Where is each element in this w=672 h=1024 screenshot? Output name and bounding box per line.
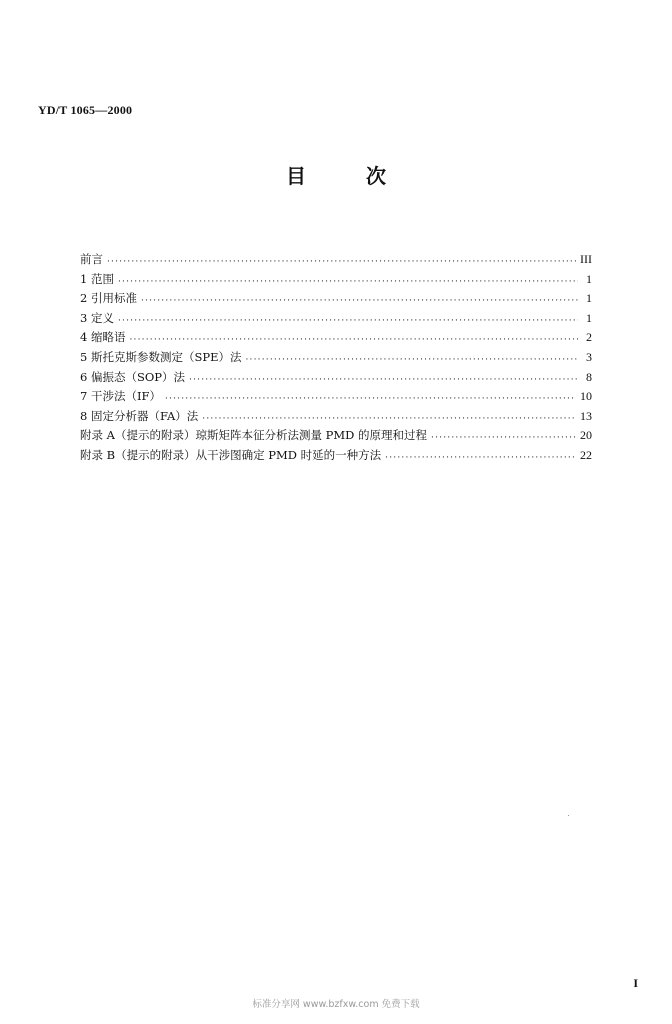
toc-entry-label: 附录 A（提示的附录）琼斯矩阵本征分析法测量 PMD 的原理和过程: [80, 428, 428, 443]
toc-leader-dots: [129, 331, 578, 343]
toc-title: [0, 160, 672, 189]
scan-speck: [568, 815, 569, 816]
toc-leader-dots: [202, 410, 576, 422]
toc-leader-dots: [245, 351, 578, 363]
toc-entry-scope[interactable]: [80, 271, 592, 291]
toc-entry-appendix-b[interactable]: [80, 447, 592, 467]
toc-entry-page: 1: [586, 310, 592, 325]
toc-leader-dots: [107, 253, 576, 265]
toc-entry-foreword[interactable]: [80, 251, 592, 271]
page-number: I: [633, 976, 638, 990]
toc-entry-if-method[interactable]: [80, 388, 592, 408]
toc-entry-page: 13: [580, 408, 592, 423]
toc-entry-abbreviations[interactable]: [80, 329, 592, 349]
toc-leader-dots: [118, 273, 578, 285]
toc-entry-page: 20: [580, 428, 592, 443]
toc-entry-label: 8 固定分析器（FA）法: [80, 408, 199, 423]
toc-entry-page: 22: [580, 447, 592, 462]
toc-entry-page: 1: [586, 271, 592, 286]
toc-leader-dots: [189, 371, 578, 383]
toc-entry-definitions[interactable]: [80, 310, 592, 330]
toc-title-char-1: 目: [286, 164, 306, 188]
toc-entry-page: 2: [586, 330, 592, 345]
toc-entry-page: 3: [586, 349, 592, 364]
toc-leader-dots: [385, 449, 576, 461]
standard-code: YD/T 1065—2000: [38, 103, 133, 117]
toc-leader-dots: [118, 312, 578, 324]
toc-entry-label: 5 斯托克斯参数测定（SPE）法: [80, 349, 242, 364]
toc-entry-label: 3 定义: [80, 310, 114, 325]
toc-leader-dots: [431, 429, 576, 441]
toc-entry-page: 10: [580, 389, 592, 404]
table-of-contents: [80, 251, 592, 467]
toc-entry-spe-method[interactable]: [80, 349, 592, 369]
toc-entry-page: III: [580, 252, 592, 266]
watermark-text: 标准分享网 www.bzfxw.com 免费下载: [252, 999, 420, 1010]
toc-entry-page: 8: [586, 369, 592, 384]
toc-entry-label: 2 引用标准: [80, 291, 137, 306]
toc-entry-normative-references[interactable]: [80, 290, 592, 310]
toc-entry-label: 前言: [80, 252, 103, 266]
toc-entry-label: 6 偏振态（SOP）法: [80, 369, 186, 384]
toc-entry-fa-method[interactable]: [80, 408, 592, 428]
toc-title-char-2: 次: [366, 164, 386, 188]
toc-entry-appendix-a[interactable]: [80, 427, 592, 447]
toc-entry-label: 附录 B（提示的附录）从干涉图确定 PMD 时延的一种方法: [80, 447, 382, 462]
toc-leader-dots: [141, 292, 578, 304]
toc-entry-label: 1 范围: [80, 271, 114, 286]
toc-entry-label: 7 干涉法（IF）: [80, 389, 161, 404]
toc-entry-label: 4 缩略语: [80, 330, 126, 345]
toc-leader-dots: [165, 390, 576, 402]
toc-entry-page: 1: [586, 291, 592, 306]
toc-entry-sop-method[interactable]: [80, 369, 592, 389]
